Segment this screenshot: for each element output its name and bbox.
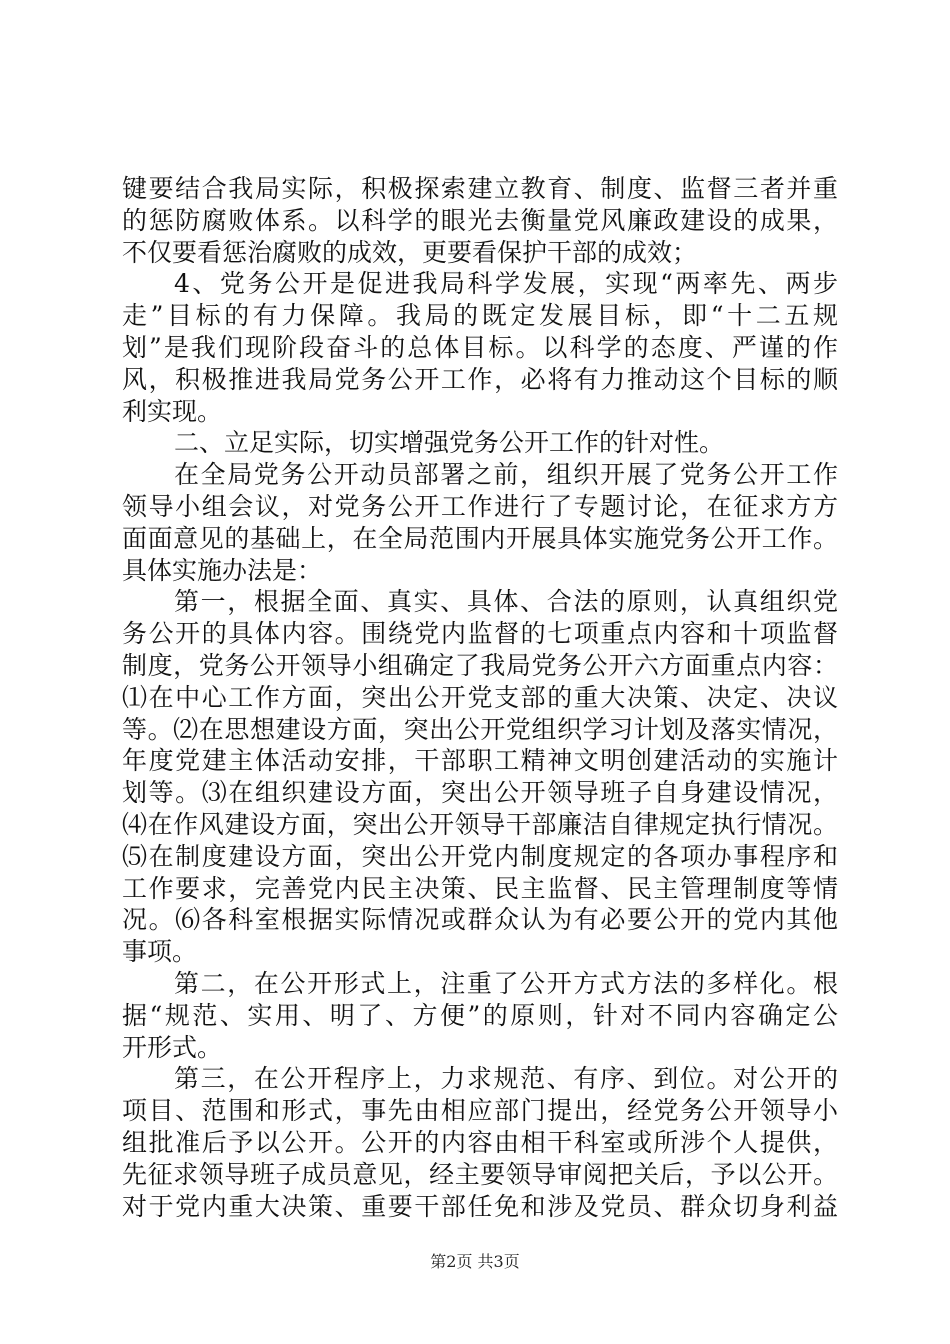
text-line: ⑸在制度建设方面，突出公开党内制度规定的各项办事程序和 xyxy=(122,841,838,871)
text-line: 等。⑵在思想建设方面，突出公开党组织学习计划及落实情况， xyxy=(122,714,838,744)
text-line: 制度，党务公开领导小组确定了我局党务公开六方面重点内容： xyxy=(122,650,838,680)
text-line: 组批准后予以公开。公开的内容由相干科室或所涉个人提供， xyxy=(122,1127,838,1157)
text-line: 二、立足实际，切实增强党务公开工作的针对性。 xyxy=(174,428,725,458)
text-line: 对于党内重大决策、重要干部任免和涉及党员、群众切身利益 xyxy=(122,1191,838,1221)
document-body xyxy=(122,173,838,1222)
text-line: 第一，根据全面、真实、具体、合法的原则，认真组织党 xyxy=(174,587,838,617)
text-line: 不仅要看惩治腐败的成效，更要看保护干部的成效； xyxy=(122,237,698,267)
text-line: 利实现。 xyxy=(122,396,223,426)
text-line: 在全局党务公开动员部署之前，组织开展了党务公开工作 xyxy=(174,460,838,490)
text-line: 先征求领导班子成员意见，经主要领导审阅把关后，予以公开。 xyxy=(122,1159,838,1189)
text-line: 划等。⑶在组织建设方面，突出公开领导班子自身建设情况， xyxy=(122,778,838,808)
text-line: 工作要求，完善党内民主决策、民主监督、民主管理制度等情 xyxy=(122,873,838,903)
text-line: 的惩防腐败体系。以科学的眼光去衡量党风廉政建设的成果， xyxy=(122,205,838,235)
text-line: 键要结合我局实际，积极探索建立教育、制度、监督三者并重 xyxy=(122,174,838,203)
text-line: 开形式。 xyxy=(122,1032,223,1062)
text-line: ⑴在中心工作方面，突出公开党支部的重大决策、决定、决议 xyxy=(122,682,838,712)
text-line: 4、党务公开是促进我局科学发展，实现“两率先、两步 xyxy=(174,269,838,299)
text-line: ⑷在作风建设方面，突出公开领导干部廉洁自律规定执行情况。 xyxy=(122,809,838,839)
text-line: 面面意见的基础上，在全局范围内开展具体实施党务公开工作。 xyxy=(122,523,838,553)
text-line: 年度党建主体活动安排，干部职工精神文明创建活动的实施计 xyxy=(122,746,838,776)
text-line: 项目、范围和形式，事先由相应部门提出，经党务公开领导小 xyxy=(122,1096,838,1126)
text-line: 况。⑹各科室根据实际情况或群众认为有必要公开的党内其他 xyxy=(122,905,838,935)
text-line: 第二，在公开形式上，注重了公开方式方法的多样化。根 xyxy=(174,968,838,998)
text-line: 务公开的具体内容。围绕党内监督的七项重点内容和十项监督 xyxy=(122,619,838,649)
text-line: 走”目标的有力保障。我局的既定发展目标，即“十二五规 xyxy=(122,301,838,331)
text-line: 领导小组会议，对党务公开工作进行了专题讨论，在征求方方 xyxy=(122,491,838,521)
text-line: 据“规范、实用、明了、方便”的原则，针对不同内容确定公 xyxy=(122,1000,838,1030)
text-line: 风，积极推进我局党务公开工作，必将有力推动这个目标的顺 xyxy=(122,364,838,394)
text-line: 划”是我们现阶段奋斗的总体目标。以科学的态度、严谨的作 xyxy=(122,332,838,362)
text-line: 事项。 xyxy=(122,937,198,967)
text-line: 第三，在公开程序上，力求规范、有序、到位。对公开的 xyxy=(174,1064,838,1094)
page-footer: 第2页 共3页 xyxy=(430,1252,520,1271)
text-line: 具体实施办法是： xyxy=(122,555,323,585)
